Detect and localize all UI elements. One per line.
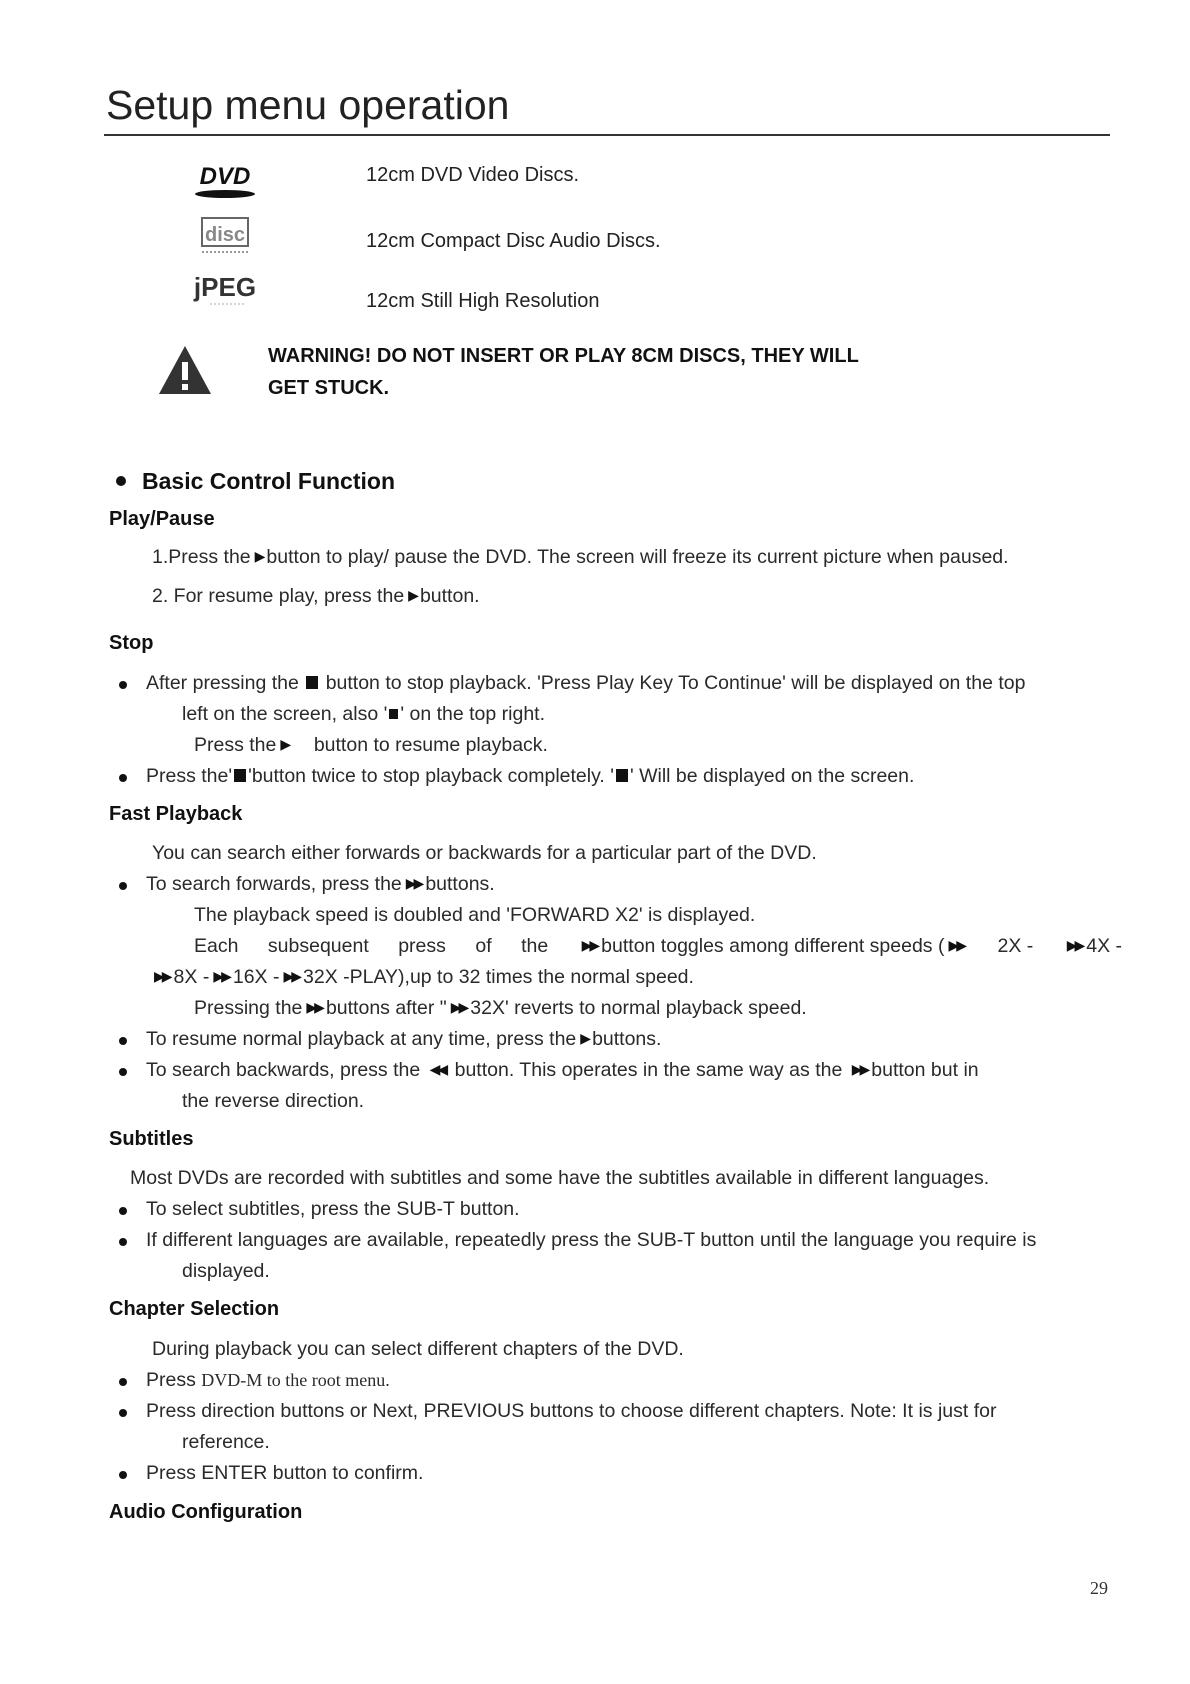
warning-line-1: WARNING! DO NOT INSERT OR PLAY 8CM DISCS, THEY WILL [268, 345, 859, 367]
stop-icon [389, 709, 398, 719]
fast-forward-icon: ▶▶ [283, 968, 300, 985]
stop-icon [616, 769, 628, 782]
fast-forward-bullet: To search forwards, press the ▶▶ buttons. [146, 873, 495, 895]
subtitles-intro: Most DVDs are recorded with subtitles and some have the subtitles available in different languages. [130, 1167, 990, 1189]
title-divider [104, 134, 1110, 136]
fast-forward-icon: ▶▶ [851, 1061, 868, 1078]
play-pause-line-2: 2. For resume play, press the ▶ button. [152, 585, 480, 607]
play-icon: ▶ [408, 587, 416, 604]
play-icon: ▶ [580, 1030, 589, 1047]
fast-forward-icon: ▶▶ [450, 999, 467, 1016]
disc-row-dvd [140, 160, 1040, 210]
stop-bullet-2: Press the' 'button twice to stop playback completely. ' ' Will be displayed on the screen. [146, 765, 915, 787]
disc-cd-text: 12cm Compact Disc Audio Discs. [366, 230, 661, 252]
stop-icon [306, 676, 318, 689]
page-number: 29 [1090, 1578, 1108, 1598]
svg-text:DVD: DVD [199, 163, 251, 190]
fast-revert-line: Pressing the ▶▶ buttons after " ▶▶ 32X' reverts to normal playback speed. [194, 997, 807, 1019]
fast-forward-icon: ▶▶ [306, 999, 322, 1016]
play-icon: ▶ [254, 548, 263, 565]
fast-forward-icon: ▶▶ [405, 875, 422, 892]
fast-speed-doubled-line: The playback speed is doubled and 'FORWARD X2' is displayed. [194, 904, 756, 926]
chapter-intro: During playback you can select different chapters of the DVD. [152, 1338, 684, 1360]
stop-icon [234, 769, 246, 782]
compact-disc-logo-icon [180, 212, 270, 262]
disc-jpeg-text: 12cm Still High Resolution [366, 290, 600, 312]
subtitles-bullet-2: If different languages are available, repeatedly press the SUB-T button until the language you require is [146, 1229, 1037, 1251]
rewind-icon: ◀◀ [429, 1061, 446, 1078]
chapter-bullet-1: Press DVD-M to the root menu. [146, 1369, 390, 1391]
chapter-bullet-2-cont: reference. [182, 1431, 270, 1453]
svg-text:jPEG: jPEG [193, 272, 257, 302]
warning-line-2: GET STUCK. [268, 377, 390, 399]
jpeg-logo-icon [180, 266, 270, 316]
subtitles-bullet-2-cont: displayed. [182, 1260, 270, 1282]
chapter-bullet-3: Press ENTER button to confirm. [146, 1462, 424, 1484]
subtitles-bullet-1: To select subtitles, press the SUB-T button. [146, 1198, 520, 1220]
section-title [116, 468, 395, 495]
warning-icon [157, 342, 213, 398]
fast-speed-toggle-line: Each subsequent press of the ▶▶ button toggles among different speeds ( ▶▶ 2X - ▶▶ 4X - [194, 935, 1122, 957]
fast-speed-list-line: ▶▶ 8X - ▶▶ 16X - ▶▶ 32X -PLAY),up to 32 times the normal speed. [154, 966, 694, 988]
search-backwards-bullet: To search backwards, press the ◀◀ button. This operates in the same way as the ▶▶ button but in [146, 1059, 979, 1081]
warning-text [268, 340, 968, 404]
play-icon: ▶ [280, 736, 289, 753]
stop-bullet-1-cont: left on the screen, also ' ' on the top right. [182, 703, 545, 725]
resume-normal-bullet: To resume normal playback at any time, press the ▶ buttons. [146, 1028, 662, 1050]
dvd-logo-icon [180, 160, 270, 210]
play-pause-line-1: 1.Press the ▶ button to play/ pause the DVD. The screen will freeze its current picture when paused. [152, 546, 1009, 568]
fast-forward-icon: ▶▶ [1066, 937, 1083, 954]
stop-bullet-1: After pressing the button to stop playback. 'Press Play Key To Continue' will be displayed on the top [146, 672, 1026, 694]
section-title-text: Basic Control Function [142, 468, 395, 494]
stop-resume-line: Press the ▶ button to resume playback. [194, 734, 548, 756]
chapter-bullet-2: Press direction buttons or Next, PREVIOUS buttons to choose different chapters. Note: It is just for [146, 1400, 997, 1422]
fast-forward-icon: ▶▶ [213, 968, 229, 985]
fast-forward-icon: ▶▶ [581, 937, 598, 954]
page-title: Setup menu operation [106, 82, 510, 128]
disc-row-jpeg [140, 266, 1040, 316]
audio-configuration-heading: Audio Configuration [109, 1501, 303, 1523]
disc-dvd-text: 12cm DVD Video Discs. [366, 164, 580, 186]
bullet-icon [116, 476, 126, 486]
fast-playback-heading: Fast Playback [109, 803, 243, 825]
fast-playback-intro: You can search either forwards or backwards for a particular part of the DVD. [152, 842, 817, 864]
stop-heading: Stop [109, 632, 154, 654]
fast-forward-icon: ▶▶ [948, 937, 965, 954]
play-pause-heading: Play/Pause [109, 508, 215, 530]
svg-text:disc: disc [204, 224, 246, 246]
search-backwards-cont: the reverse direction. [182, 1090, 365, 1112]
disc-row-cd [140, 212, 1040, 262]
subtitles-heading: Subtitles [109, 1128, 194, 1150]
chapter-heading: Chapter Selection [109, 1298, 280, 1320]
fast-forward-icon: ▶▶ [154, 968, 170, 985]
